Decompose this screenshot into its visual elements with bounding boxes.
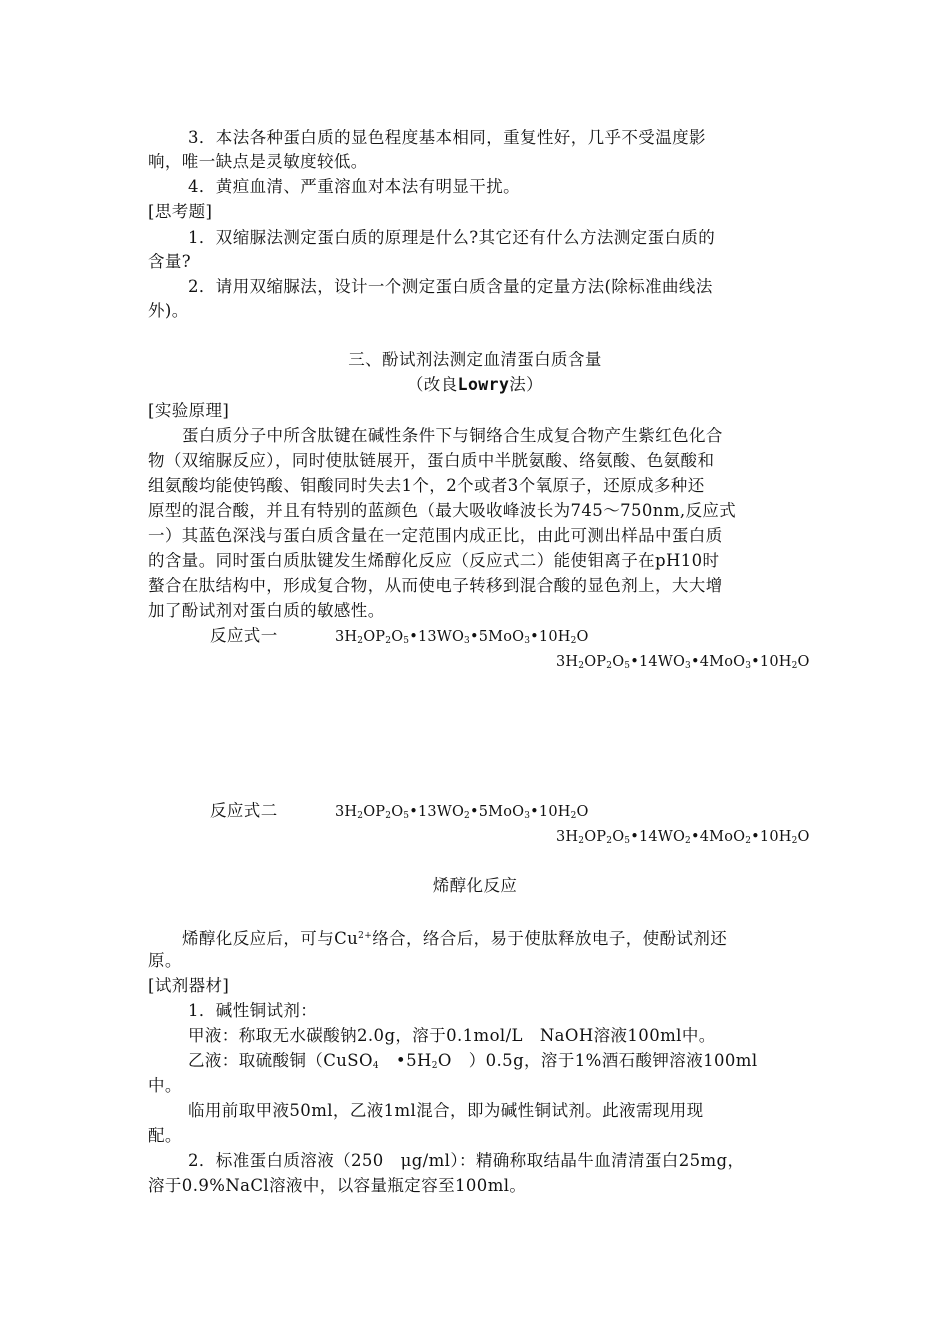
principle-line: 的含量。同时蛋白质肽键发生烯醇化反应（反应式二）能使钼离子在pH10时 (148, 551, 720, 570)
principle-line: 组氨酸均能使钨酸、钼酸同时失去1个，2个或者3个氧原子，还原成多种还 (148, 476, 705, 495)
question-2-line1: 2．请用双缩脲法，设计一个测定蛋白质含量的定量方法(除标准曲线法 (188, 277, 713, 296)
principle-line: 物（双缩脲反应），同时使肽链展开，蛋白质中半胱氨酸、络氨酸、色氨酸和 (148, 451, 715, 470)
reagent-item-2-line1: 2．标准蛋白质溶液（250 μg/ml）：精确称取结晶牛血清清蛋白25mg， (188, 1151, 745, 1170)
reagent-item-1: 1．碱性铜试剂： (188, 1001, 318, 1020)
principle-line: 螯合在肽结构中，形成复合物，从而使电子转移到混合酸的显色剂上，大大增 (148, 576, 723, 595)
enol-reaction-label: 烯醇化反应 (432, 876, 518, 895)
reagent-solution-a: 甲液：称取无水碳酸钠2.0g，溶于0.1mol/L NaOH溶液100ml中。 (188, 1026, 716, 1045)
section-subtitle: （改良Lowry法） (406, 375, 544, 394)
section-title: 三、酚试剂法测定血清蛋白质含量 (348, 350, 602, 369)
note-3-line2: 响，唯一缺点是灵敏度较低。 (148, 152, 368, 171)
reagent-mix-line1: 临用前取甲液50ml，乙液1ml混合，即为碱性铜试剂。此液需现用现 (188, 1101, 704, 1120)
reaction-2-reactant: $3H_2OP_2O_5•13WO_2•5MoO_3•10H_2O$ (335, 804, 589, 821)
principle-heading: [实验原理] (148, 401, 230, 420)
reagent-mix-line2: 配。 (148, 1126, 182, 1145)
question-1-line2: 含量? (148, 252, 192, 271)
reagent-solution-b-line1: 乙液：取硫酸铜（CuSO$_4$ $•5H_2O$ ）0.5g，溶于1%酒石酸钾溶液100ml (188, 1051, 758, 1071)
enol-line2: 原。 (148, 951, 182, 970)
reagent-solution-b-line2: 中。 (148, 1076, 182, 1095)
reagent-item-2-line2: 溶于0.9%NaCl溶液中，以容量瓶定容至100ml。 (148, 1176, 527, 1195)
note-4: 4．黄疸血清、严重溶血对本法有明显干扰。 (188, 177, 520, 196)
questions-heading: [思考题] (148, 202, 213, 221)
reagents-heading: [试剂器材] (148, 976, 230, 995)
reaction-2-label: 反应式二 (210, 801, 278, 820)
reaction-2-product: $3H_2OP_2O_5•14WO_2•4MoO_2•10H_2O$ (556, 829, 810, 846)
note-3-line1: 3．本法各种蛋白质的显色程度基本相同，重复性好，几乎不受温度影 (188, 128, 706, 147)
enol-line1: 烯醇化反应后，可与$Cu^{2+}$络合，络合后，易于使肽释放电子，使酚试剂还 (182, 929, 728, 948)
question-1-line1: 1．双缩脲法测定蛋白质的原理是什么?其它还有什么方法测定蛋白质的 (188, 228, 716, 247)
principle-line: 一）其蓝色深浅与蛋白质含量在一定范围内成正比，由此可测出样品中蛋白质 (148, 526, 723, 545)
reaction-1-label: 反应式一 (210, 626, 278, 645)
principle-line: 加了酚试剂对蛋白质的敏感性。 (148, 601, 385, 620)
question-2-line2: 外)。 (148, 301, 189, 320)
reaction-1-product: $3H_2OP_2O_5•14WO_3•4MoO_3•10H_2O$ (556, 654, 810, 671)
principle-line: 蛋白质分子中所含肽键在碱性条件下与铜络合生成复合物产生紫红色化合 (182, 426, 723, 445)
principle-line: 原型的混合酸，并且有特别的蓝颜色（最大吸收峰波长为745～750nm,反应式 (148, 501, 737, 520)
reaction-1-reactant: $3H_2OP_2O_5•13WO_3•5MoO_3•10H_2O$ (335, 629, 589, 646)
